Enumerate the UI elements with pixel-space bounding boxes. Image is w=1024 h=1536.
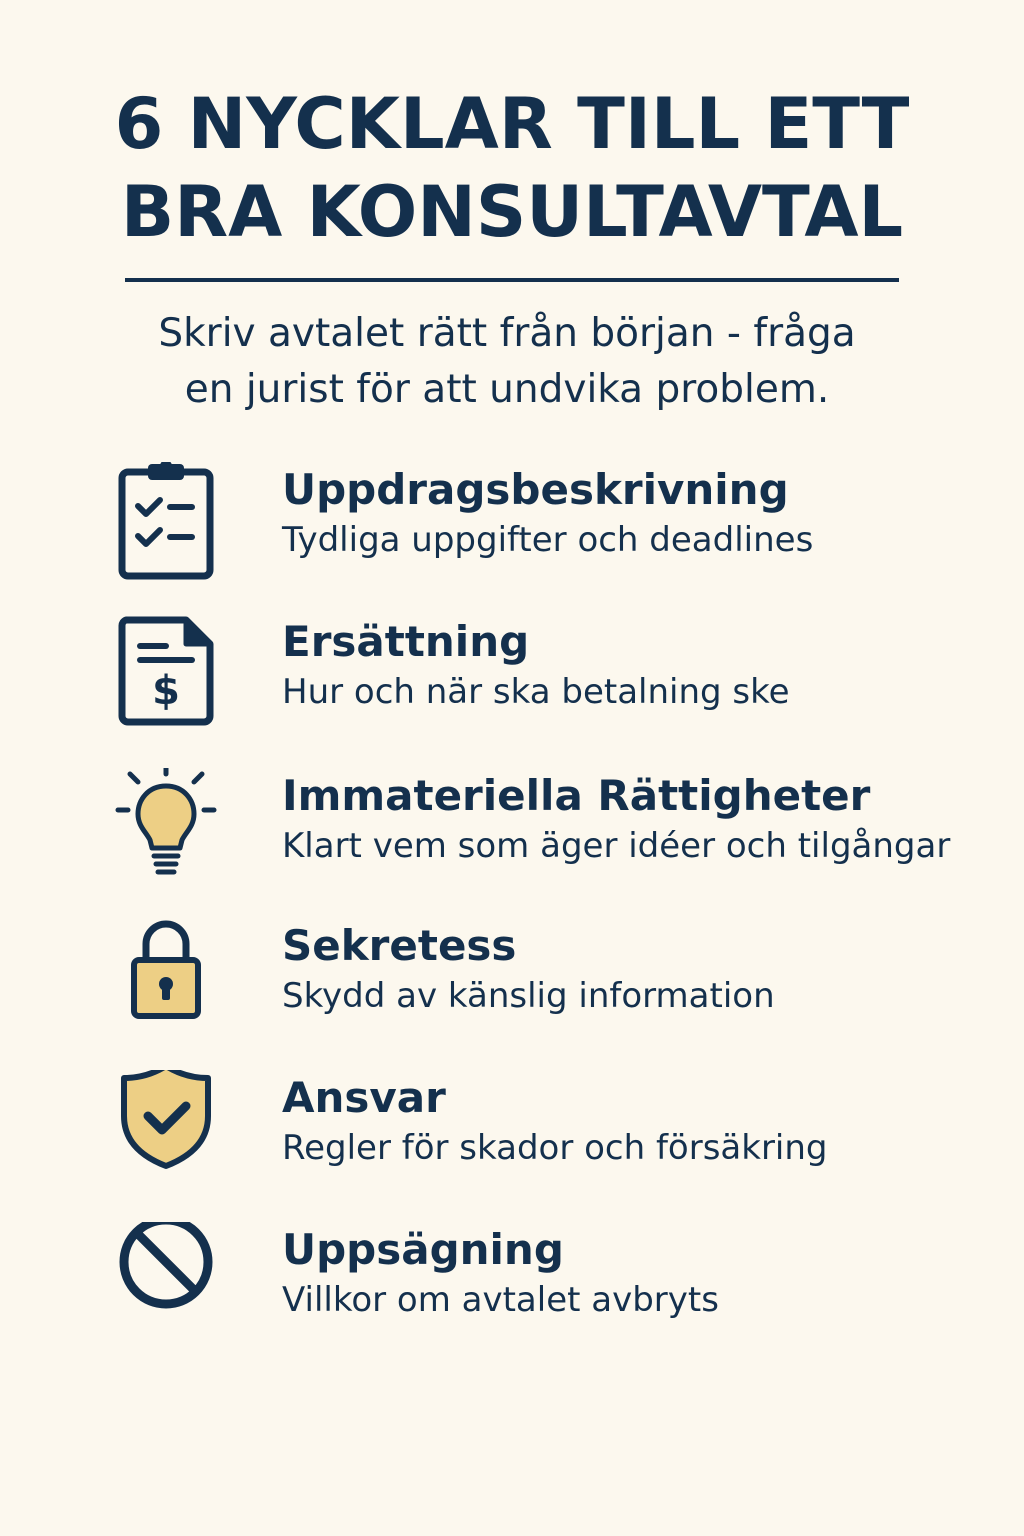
item-title: Sekretess xyxy=(282,921,517,970)
key-item-ip-rights xyxy=(0,768,1024,898)
title-line-1: 6 NYCKLAR TILL ETT xyxy=(114,83,910,165)
item-title: Ersättning xyxy=(282,617,530,666)
padlock-icon xyxy=(106,918,226,1038)
svg-text:$: $ xyxy=(152,668,180,714)
lightbulb-icon xyxy=(106,768,226,888)
item-title: Ansvar xyxy=(282,1073,446,1122)
key-item-liability xyxy=(0,1070,1024,1200)
item-title: Uppdragsbeskrivning xyxy=(282,465,789,514)
item-description: Skydd av känslig information xyxy=(282,976,775,1016)
item-description: Villkor om avtalet avbryts xyxy=(282,1280,719,1320)
page-title xyxy=(0,80,1024,256)
key-item-confidentiality xyxy=(0,918,1024,1048)
key-item-compensation xyxy=(0,614,1024,744)
subtitle-line-1: Skriv avtalet rätt från början - fråga xyxy=(158,311,856,356)
clipboard-checklist-icon xyxy=(106,462,226,582)
title-line-2: BRA KONSULTAVTAL xyxy=(120,171,904,253)
subtitle xyxy=(0,306,1014,418)
invoice-document-icon xyxy=(106,614,226,734)
subtitle-line-2: en jurist för att undvika problem. xyxy=(184,367,830,412)
item-description: Hur och när ska betalning ske xyxy=(282,672,790,712)
item-description: Tydliga uppgifter och deadlines xyxy=(282,520,814,560)
shield-check-icon xyxy=(106,1070,226,1190)
title-divider xyxy=(125,278,899,282)
item-description: Regler för skador och försäkring xyxy=(282,1128,828,1168)
item-title: Uppsägning xyxy=(282,1225,564,1274)
prohibited-icon xyxy=(106,1222,226,1342)
key-item-scope xyxy=(0,462,1024,592)
key-item-termination xyxy=(0,1222,1024,1352)
item-description: Klart vem som äger idéer och tilgångar xyxy=(282,826,951,866)
item-title: Immateriella Rättigheter xyxy=(282,771,871,820)
